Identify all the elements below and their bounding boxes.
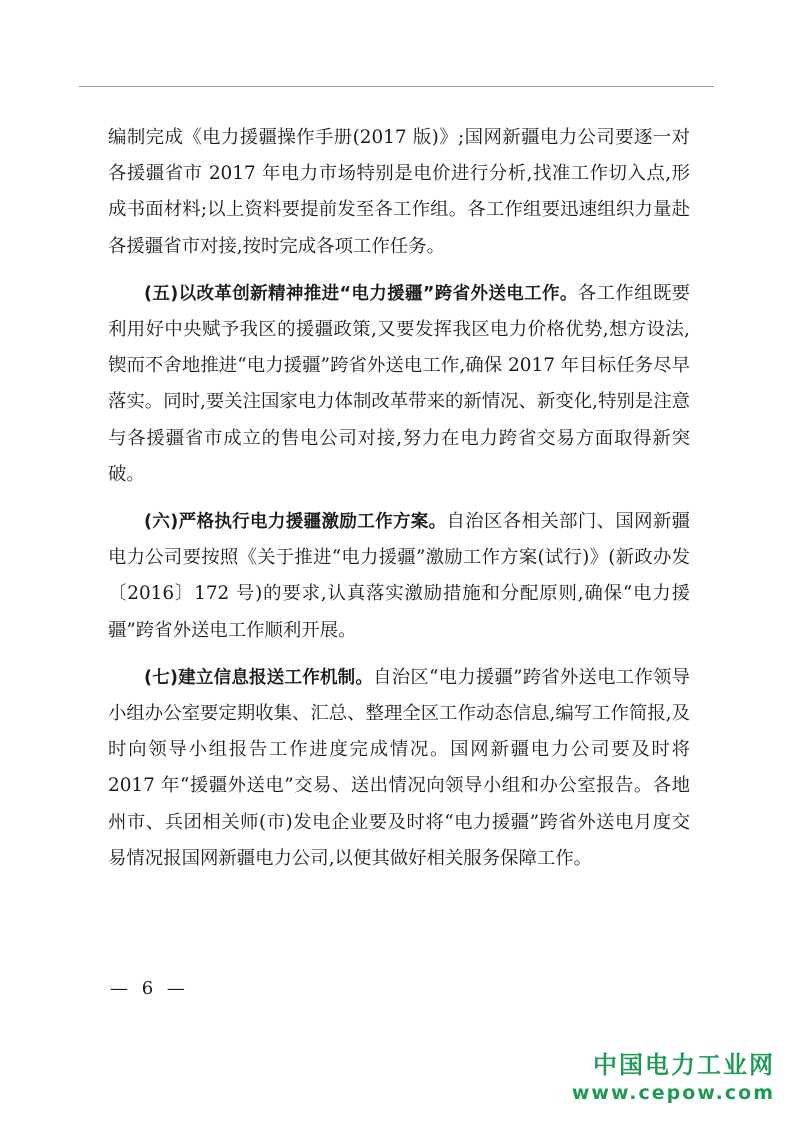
paragraph-section-5 [108, 276, 690, 493]
paragraph-text: 各工作组既要利用好中央赋予我区的援疆政策,又要发挥我区电力价格优势,想方设法,锲而不舍地推进“电力援疆”跨省外送电工作,确保 2017 年目标任务尽早落实。同时,要关注国家电力体制改革带来的新情况、新变化,特别是注意与各援疆省市成立的售电公司对接,努力在电力跨省交易方面取得新突破。 [108, 282, 690, 485]
watermark-site-name: 中国电力工业网 [593, 1051, 775, 1079]
watermark-site-url: www.cepow.com [571, 1082, 775, 1104]
paragraph-text: 自治区“电力援疆”跨省外送电工作领导小组办公室要定期收集、汇总、整理全区工作动态信息,编写工作简报,及时向领导小组报告工作进度完成情况。国网新疆电力公司要及时将 2017 年“援疆外送电”交易、送出情况向领导小组和办公室报告。各地州市、兵团相关师(市)发电企业要及时将“电力援疆”跨省外送电月度交易情况报国网新疆电力公司,以便其做好相关服务保障工作。 [108, 666, 690, 869]
page-number: — 6 — [110, 978, 189, 999]
paragraph-text: 自治区各相关部门、国网新疆电力公司要按照《关于推进“电力援疆”激励工作方案(试行)》(新政办发〔2016〕172 号)的要求,认真落实激励措施和分配原则,确保“电力援疆”跨省外送电工作顺利开展。 [108, 511, 690, 641]
header-rule [79, 86, 714, 87]
section-heading-5: (五)以改革创新精神推进“电力援疆”跨省外送电工作。 [144, 283, 578, 304]
section-heading-7: (七)建立信息报送工作机制。 [144, 667, 374, 688]
paragraph-section-6 [108, 504, 690, 649]
site-watermark [572, 1050, 775, 1106]
paragraph-continuation [108, 120, 690, 265]
paragraph-text: 编制完成《电力援疆操作手册(2017 版)》;国网新疆电力公司要逐一对各援疆省市 2017 年电力市场特别是电价进行分析,找准工作切入点,形成书面材料;以上资料要提前发至各工作组。各工作组要迅速组织力量赴各援疆省市对接,按时完成各项工作任务。 [108, 127, 690, 257]
paragraph-section-7 [108, 660, 690, 877]
document-body [108, 120, 690, 888]
section-heading-6: (六)严格执行电力援疆激励工作方案。 [144, 512, 447, 533]
